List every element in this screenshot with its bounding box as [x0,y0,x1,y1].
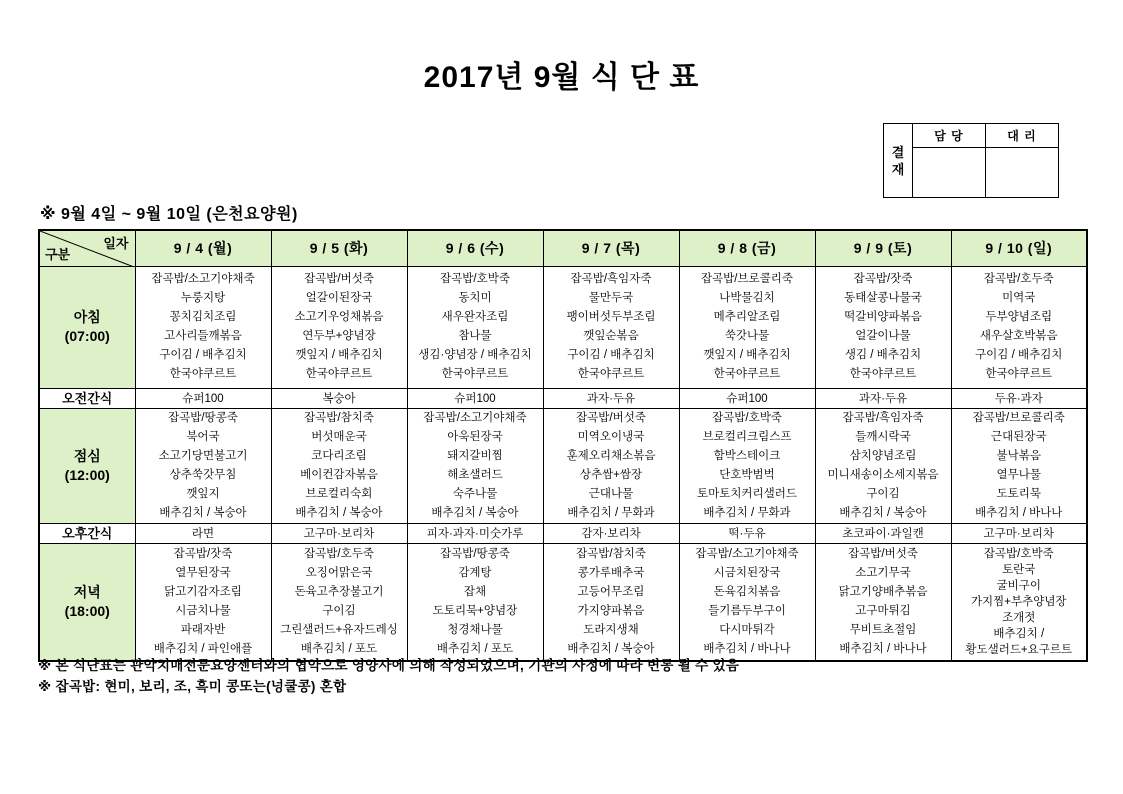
snack-cell-am-snack-day5: 과자·두유 [815,388,951,408]
menu-cell-dinner-day2: 잡곡밥/땅콩죽 감계탕 잡채 도토리묵+양념장 청경채나물 배추김치 / 포도 [407,543,543,661]
row-label-lunch: 점심 (12:00) [39,408,135,523]
menu-cell-dinner-day6: 잡곡밥/호박죽 토란국 굴비구이 가지찜+부추양념장 조개젓 배추김치 / 황도샐러드+요구르트 [951,543,1087,661]
approval-sign-cell [986,148,1059,198]
snack-cell-pm-snack-day1: 고구마·보리차 [271,523,407,543]
approval-box [883,123,1059,198]
snack-cell-pm-snack-day4: 떡·두유 [679,523,815,543]
row-lunch [39,408,1087,523]
approval-sign-cell [913,148,986,198]
menu-cell-breakfast-day0: 잡곡밥/소고기야채죽 누룽지탕 꽁치김치조림 고사리들깨볶음 구이김 / 배추김치 한국야쿠르트 [135,266,271,388]
snack-cell-am-snack-day6: 두유·과자 [951,388,1087,408]
day-header-1: 9 / 5 (화) [271,230,407,266]
menu-cell-breakfast-day4: 잡곡밥/브로콜리죽 나박물김치 메추리알조림 쑥갓나물 깻잎지 / 배추김치 한국야쿠르트 [679,266,815,388]
menu-cell-dinner-day3: 잡곡밥/참치죽 콩가루배추국 고등어무조림 가지양파볶음 도라지생채 배추김치 / 복숭아 [543,543,679,661]
corner-cell [39,230,135,266]
menu-cell-lunch-day3: 잡곡밥/버섯죽 미역오이냉국 훈제오리채소볶음 상추쌈+쌈장 근대나물 배추김치 / 무화과 [543,408,679,523]
menu-cell-breakfast-day5: 잡곡밥/잣죽 동태살콩나물국 떡갈비양파볶음 얼갈이나물 생김 / 배추김치 한국야쿠르트 [815,266,951,388]
page-title: 2017년 9월 식 단 표 [423,61,700,94]
menu-cell-lunch-day4: 잡곡밥/호박죽 브로컬리크림스프 함박스테이크 단호박범벅 토마토치커리샐러드 배추김치 / 무화과 [679,408,815,523]
menu-cell-lunch-day0: 잡곡밥/땅콩죽 북어국 소고기당면불고기 상추쑥갓무침 깻잎지 배추김치 / 복숭아 [135,408,271,523]
row-label-dinner: 저녁 (18:00) [39,543,135,661]
snack-cell-am-snack-day4: 슈퍼100 [679,388,815,408]
snack-cell-am-snack-day3: 과자·두유 [543,388,679,408]
snack-cell-am-snack-day0: 슈퍼100 [135,388,271,408]
day-header-4: 9 / 8 (금) [679,230,815,266]
footer-notes [38,655,739,697]
week-range-subtitle: ※ 9월 4일 ~ 9월 10일 (은천요양원) [40,206,298,223]
day-header-3: 9 / 7 (목) [543,230,679,266]
snack-cell-am-snack-day1: 복숭아 [271,388,407,408]
menu-cell-breakfast-day1: 잡곡밥/버섯죽 얼갈이된장국 소고기우엉채볶음 연두부+양념장 깻잎지 / 배추김치 한국야쿠르트 [271,266,407,388]
day-header-6: 9 / 10 (일) [951,230,1087,266]
row-pm-snack [39,523,1087,543]
menu-cell-breakfast-day2: 잡곡밥/호박죽 동치미 새우완자조림 참나물 생김·양념장 / 배추김치 한국야쿠르트 [407,266,543,388]
approval-stamp-label: 결 재 [884,124,913,198]
corner-label-date: 일자 [103,236,129,251]
snack-cell-pm-snack-day3: 감자·보리차 [543,523,679,543]
day-header-0: 9 / 4 (월) [135,230,271,266]
day-header-5: 9 / 9 (토) [815,230,951,266]
menu-cell-breakfast-day6: 잡곡밥/호두죽 미역국 두부양념조림 새우살호박볶음 구이김 / 배추김치 한국야쿠르트 [951,266,1087,388]
menu-cell-lunch-day2: 잡곡밥/소고기야채죽 아욱된장국 돼지갈비찜 해초샐러드 숙주나물 배추김치 / 복숭아 [407,408,543,523]
snack-cell-pm-snack-day2: 피자·과자·미숫가루 [407,523,543,543]
menu-cell-dinner-day4: 잡곡밥/소고기야채죽 시금치된장국 돈육김치볶음 들기름두부구이 다시마튀각 배추김치 / 바나나 [679,543,815,661]
day-header-row [39,230,1087,266]
menu-cell-lunch-day6: 잡곡밥/브로콜리죽 근대된장국 불낙볶음 열무나물 도토리묵 배추김치 / 바나나 [951,408,1087,523]
day-header-2: 9 / 6 (수) [407,230,543,266]
corner-label-category: 구분 [45,246,71,262]
row-label-am-snack: 오전간식 [39,388,135,408]
meal-plan-table [38,229,1088,662]
note-disclaimer: ※ 본 식단표는 관악치매전문요양센터와의 협약으로 영양사에 의해 작성되었으며, 기관의 사정에 따라 변동 될 수 있음 [38,658,740,673]
row-dinner [39,543,1087,661]
snack-cell-pm-snack-day0: 라면 [135,523,271,543]
snack-cell-pm-snack-day6: 고구마·보리차 [951,523,1087,543]
menu-cell-dinner-day1: 잡곡밥/호두죽 오징어맑은국 돈육고추장불고기 구이김 그린샐러드+유자드레싱 배추김치 / 포도 [271,543,407,661]
row-am-snack [39,388,1087,408]
menu-cell-dinner-day0: 잡곡밥/잣죽 열무된장국 닭고기감자조림 시금치나물 파래자반 배추김치 / 파인애플 [135,543,271,661]
row-label-breakfast: 아침 (07:00) [39,266,135,388]
approval-col-damdang: 담 당 [913,124,986,148]
snack-cell-pm-snack-day5: 초코파이·과일캔 [815,523,951,543]
menu-cell-breakfast-day3: 잡곡밥/흑임자죽 물만두국 팽이버섯두부조림 깻잎순볶음 구이김 / 배추김치 한국야쿠르트 [543,266,679,388]
menu-cell-lunch-day5: 잡곡밥/흑임자죽 들깨시락국 삼치양념조림 미니새송이소세지볶음 구이김 배추김치 / 복숭아 [815,408,951,523]
row-label-pm-snack: 오후간식 [39,523,135,543]
note-grain-mix: ※ 잡곡밥: 현미, 보리, 조, 흑미 콩또는(넝쿨콩) 혼합 [38,679,347,694]
menu-cell-lunch-day1: 잡곡밥/참치죽 버섯매운국 코다리조림 베이컨감자볶음 브로컬리숙회 배추김치 / 복숭아 [271,408,407,523]
approval-col-daeri: 대 리 [986,124,1059,148]
row-breakfast [39,266,1087,388]
snack-cell-am-snack-day2: 슈퍼100 [407,388,543,408]
menu-cell-dinner-day5: 잡곡밥/버섯죽 소고기무국 닭고기양배추볶음 고구마튀김 무비트초절임 배추김치 / 바나나 [815,543,951,661]
